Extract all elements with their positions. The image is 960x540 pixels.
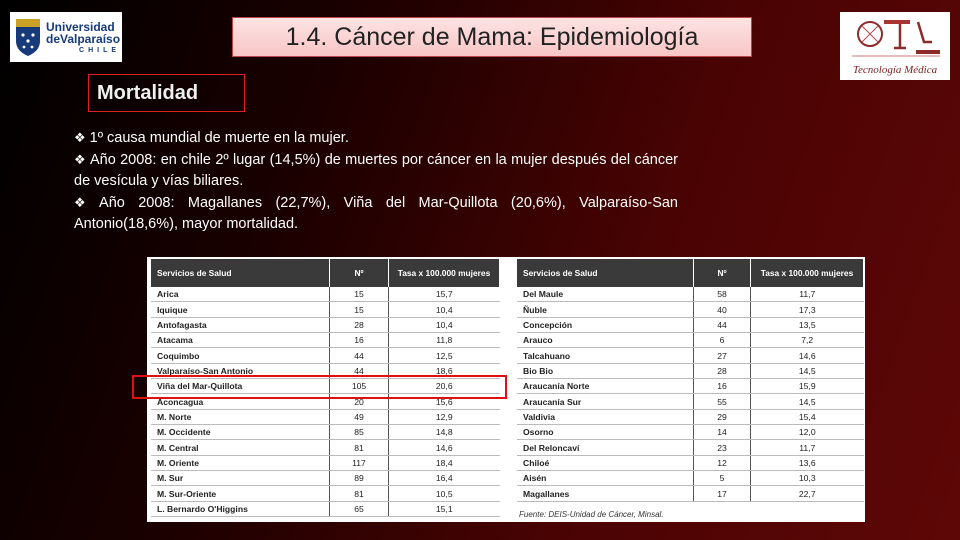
diamond-bullet-icon: ❖: [74, 130, 86, 145]
crest-icon: [14, 17, 42, 57]
table-cell-name: Magallanes: [517, 486, 694, 501]
table-cell-name: Concepción: [517, 317, 694, 332]
diamond-bullet-icon: ❖: [74, 195, 96, 210]
table-cell-name: Chiloé: [517, 455, 694, 470]
table-cell-num: 81: [330, 486, 389, 501]
header-count: Nº: [330, 259, 389, 287]
slide-title: 1.4. Cáncer de Mama: Epidemiología: [232, 17, 752, 57]
table-cell-num: 44: [694, 317, 751, 332]
table-row: [151, 486, 500, 501]
table-cell-rate: 17,3: [751, 302, 864, 317]
table-cell-num: 23: [694, 440, 751, 455]
table-cell-num: 16: [330, 333, 389, 348]
highlight-box: [132, 375, 507, 399]
bullet-item: [74, 127, 678, 149]
table-cell-num: 27: [694, 348, 751, 363]
table-cell-num: 105: [330, 379, 389, 394]
table-cell-rate: 11,7: [751, 287, 864, 302]
table-cell-name: M. Occidente: [151, 425, 330, 440]
table-cell-rate: 11,8: [389, 333, 500, 348]
table-cell-name: Valdivia: [517, 409, 694, 424]
table-cell-num: 117: [330, 455, 389, 470]
table-cell-num: 40: [694, 302, 751, 317]
tecnologia-medica-logo: [840, 12, 950, 80]
header-count: Nº: [694, 259, 751, 287]
table-cell-rate: 18,4: [389, 455, 500, 470]
table-cell-name: Araucanía Sur: [517, 394, 694, 409]
table-cell-num: 20: [330, 394, 389, 409]
table-cell-name: M. Central: [151, 440, 330, 455]
table-row: [151, 425, 500, 440]
bullet-text: Año 2008: Magallanes (22,7%), Viña del Mar-Quillota (20,6%), Valparaíso-San Antonio(18,6%), mayor mortalidad.: [74, 195, 678, 232]
table-cell-num: 85: [330, 425, 389, 440]
table-cell-num: 55: [694, 394, 751, 409]
table-cell-name: Talcahuano: [517, 348, 694, 363]
table-cell-rate: 12,0: [751, 425, 864, 440]
table-cell-rate: 12,5: [389, 348, 500, 363]
table-source: Fuente: DEIS-Unidad de Cáncer, Minsal.: [519, 510, 664, 519]
table-cell-num: 58: [694, 287, 751, 302]
table-row: [517, 317, 864, 332]
bullet-item: [74, 149, 678, 192]
table-cell-num: 17: [694, 486, 751, 501]
table-cell-rate: 10,3: [751, 471, 864, 486]
table-row: [151, 440, 500, 455]
table-cell-num: 44: [330, 348, 389, 363]
table-row: [151, 471, 500, 486]
table-cell-rate: 15,7: [389, 287, 500, 302]
table-row: [151, 348, 500, 363]
table-cell-num: 14: [694, 425, 751, 440]
header-services: Servicios de Salud: [517, 259, 694, 287]
table-cell-rate: 20,6: [389, 379, 500, 394]
table-cell-name: M. Norte: [151, 409, 330, 424]
table-header-row: [151, 259, 500, 287]
table-cell-rate: 16,4: [389, 471, 500, 486]
table-cell-rate: 11,7: [751, 440, 864, 455]
table-cell-name: Antofagasta: [151, 317, 330, 332]
table-row: [517, 440, 864, 455]
university-name-line2: deValparaíso: [46, 31, 121, 46]
table-cell-rate: 10,4: [389, 302, 500, 317]
university-name-line1: Universidad: [46, 19, 115, 34]
table-row: [151, 333, 500, 348]
table-cell-num: 5: [694, 471, 751, 486]
table-cell-name: Bio Bio: [517, 363, 694, 378]
section-heading: Mortalidad: [88, 74, 245, 112]
table-cell-rate: 10,4: [389, 317, 500, 332]
table-cell-rate: 15,4: [751, 409, 864, 424]
table-cell-num: 12: [694, 455, 751, 470]
table-cell-rate: 14,6: [751, 348, 864, 363]
diamond-bullet-icon: ❖: [74, 152, 86, 167]
table-cell-rate: 14,5: [751, 394, 864, 409]
table-cell-rate: 14,6: [389, 440, 500, 455]
table-cell-rate: 22,7: [751, 486, 864, 501]
table-cell-num: 28: [330, 317, 389, 332]
table-row: [151, 501, 500, 516]
table-cell-rate: 10,5: [389, 486, 500, 501]
table-cell-name: Aisén: [517, 471, 694, 486]
bullet-list: [74, 127, 678, 235]
bullet-item: [74, 192, 678, 235]
table-cell-name: M. Oriente: [151, 455, 330, 470]
table-row: [517, 425, 864, 440]
table-cell-name: Aconcagua: [151, 394, 330, 409]
mortality-table-right: [517, 259, 864, 502]
table-cell-name: Del Reloncaví: [517, 440, 694, 455]
table-cell-num: 29: [694, 409, 751, 424]
bullet-text: Año 2008: en chile 2º lugar (14,5%) de muertes por cáncer en la mujer después del cáncer de vesícula y vías biliares.: [74, 152, 679, 189]
table-cell-rate: 14,5: [751, 363, 864, 378]
table-row: [151, 409, 500, 424]
table-cell-rate: 15,9: [751, 379, 864, 394]
table-cell-name: Ñuble: [517, 302, 694, 317]
table-row: [517, 486, 864, 501]
table-row: [517, 363, 864, 378]
table-cell-num: 28: [694, 363, 751, 378]
table-cell-num: 89: [330, 471, 389, 486]
table-cell-rate: 13,5: [751, 317, 864, 332]
table-row: [151, 302, 500, 317]
table-row: [517, 455, 864, 470]
table-row: [517, 302, 864, 317]
tecnologia-medica-label: Tecnología Médica: [852, 64, 938, 76]
table-row: [151, 317, 500, 332]
table-row: [151, 287, 500, 302]
table-row: [517, 379, 864, 394]
table-cell-name: L. Bernardo O'Higgins: [151, 501, 330, 516]
table-header-row: [517, 259, 864, 287]
table-cell-num: 65: [330, 501, 389, 516]
table-row: [517, 333, 864, 348]
university-country: CHILE: [79, 46, 121, 54]
microscope-icon: [840, 12, 950, 66]
bullet-text: 1º causa mundial de muerte en la mujer.: [89, 130, 349, 146]
table-cell-name: M. Sur-Oriente: [151, 486, 330, 501]
table-cell-name: Araucanía Norte: [517, 379, 694, 394]
table-cell-rate: 13,6: [751, 455, 864, 470]
table-cell-num: 16: [694, 379, 751, 394]
table-cell-rate: 15,6: [389, 394, 500, 409]
table-cell-name: Osorno: [517, 425, 694, 440]
table-row: [517, 394, 864, 409]
table-cell-rate: 7,2: [751, 333, 864, 348]
table-cell-name: Del Maule: [517, 287, 694, 302]
table-cell-name: M. Sur: [151, 471, 330, 486]
table-cell-name: Atacama: [151, 333, 330, 348]
table-cell-name: Viña del Mar-Quillota: [151, 379, 330, 394]
table-row: [517, 471, 864, 486]
table-row: [517, 348, 864, 363]
table-row: [151, 455, 500, 470]
table-cell-name: Arauco: [517, 333, 694, 348]
table-cell-num: 6: [694, 333, 751, 348]
table-cell-num: 15: [330, 302, 389, 317]
table-cell-name: Coquimbo: [151, 348, 330, 363]
table-row: [517, 287, 864, 302]
table-cell-rate: 12,9: [389, 409, 500, 424]
table-cell-rate: 18,6: [389, 363, 500, 378]
table-cell-rate: 14,8: [389, 425, 500, 440]
header-services: Servicios de Salud: [151, 259, 330, 287]
table-cell-name: Valparaíso-San Antonio: [151, 363, 330, 378]
table-cell-num: 44: [330, 363, 389, 378]
header-rate: Tasa x 100.000 mujeres: [751, 259, 864, 287]
table-cell-num: 81: [330, 440, 389, 455]
table-cell-rate: 15,1: [389, 501, 500, 516]
table-cell-name: Iquique: [151, 302, 330, 317]
table-cell-num: 49: [330, 409, 389, 424]
university-logo: [10, 12, 122, 62]
header-rate: Tasa x 100.000 mujeres: [389, 259, 500, 287]
table-row: [517, 409, 864, 424]
table-cell-name: Arica: [151, 287, 330, 302]
table-cell-num: 15: [330, 287, 389, 302]
